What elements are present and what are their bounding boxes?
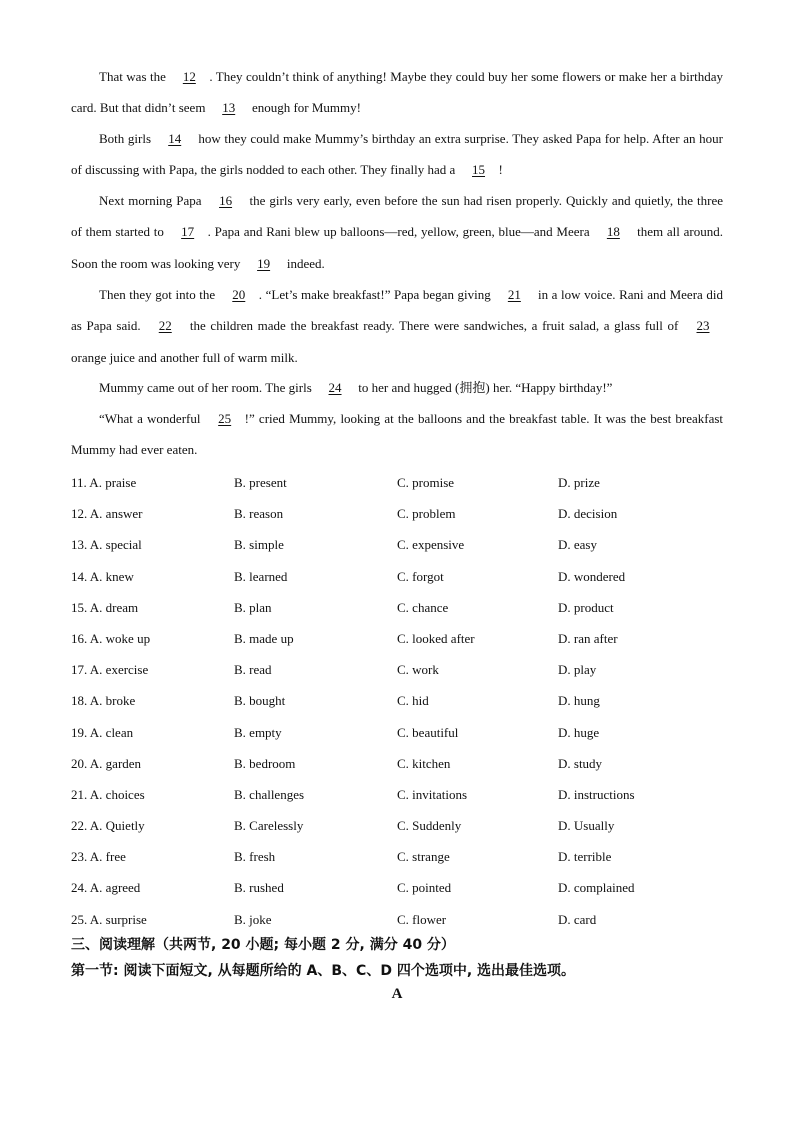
question-row-23	[71, 841, 731, 872]
option-a: 22. A. Quietly	[71, 818, 145, 834]
option-d: D. hung	[558, 693, 600, 709]
option-a: 20. A. garden	[71, 755, 142, 771]
option-b: B. empty	[234, 724, 282, 740]
question-row-20	[71, 748, 731, 779]
option-c: C. hid	[397, 693, 429, 709]
question-row-25	[71, 904, 731, 935]
option-c: C. invitations	[397, 786, 468, 802]
option-b: B. simple	[234, 537, 284, 553]
option-a: 16. A. woke up	[71, 630, 151, 646]
question-row-16	[71, 623, 731, 654]
option-b: B. joke	[234, 911, 272, 927]
question-row-19	[71, 717, 731, 748]
option-b: B. Carelessly	[234, 818, 304, 834]
option-a: 18. A. broke	[71, 693, 136, 709]
option-a: 21. A. choices	[71, 786, 145, 802]
blank-12: 12	[182, 69, 196, 84]
option-c: C. chance	[397, 599, 449, 615]
blank-23: 23	[696, 318, 710, 334]
question-row-18	[71, 685, 731, 716]
question-row-24	[71, 872, 731, 903]
option-d: D. decision	[558, 506, 618, 522]
option-a: 11. A. praise	[71, 475, 137, 490]
option-b: B. bedroom	[234, 755, 296, 771]
option-c: C. beautiful	[397, 724, 459, 740]
blank-17: 17	[181, 224, 195, 240]
option-c: C. forgot	[397, 568, 444, 584]
option-b: B. rushed	[234, 880, 284, 896]
option-d: D. complained	[558, 880, 635, 896]
option-b: B. plan	[234, 599, 272, 615]
option-d: D. huge	[558, 724, 600, 740]
blank-21: 21	[507, 287, 521, 302]
option-d: D. prize	[558, 475, 600, 490]
passage-paragraph-3: Next morning Papa 16 the girls very early, even before the sun had risen properly. Quickly and quietly, the three of them started to 17 . Papa and Rani blew up balloons—red, yellow, green, blue—and Meera 18 them all around. Soon the room was looking very 19 indeed.	[71, 185, 723, 279]
option-c: C. looked after	[397, 630, 475, 646]
option-b: B. made up	[234, 630, 294, 646]
passage-label: A	[391, 986, 403, 1002]
passage-paragraph-1: That was the 12 . They couldn’t think of anything! Maybe they could buy her some flowers or make her a birthday card. But that didn’t seem 13 enough for Mummy!	[71, 61, 723, 124]
option-b: B. bought	[234, 693, 286, 709]
blank-25: 25	[218, 411, 232, 426]
option-d: D. ran after	[558, 630, 618, 646]
option-b: B. read	[234, 662, 272, 678]
option-d: D. easy	[558, 537, 597, 553]
option-d: D. instructions	[558, 786, 635, 802]
option-d: D. study	[558, 755, 603, 771]
option-c: C. Suddenly	[397, 818, 462, 834]
option-c: C. expensive	[397, 537, 465, 553]
option-c: C. kitchen	[397, 755, 451, 771]
option-c: C. promise	[397, 475, 455, 490]
option-a: 17. A. exercise	[71, 662, 149, 678]
option-a: 15. A. dream	[71, 599, 139, 615]
passage-paragraph-2: Both girls 14 how they could make Mummy’s birthday an extra surprise. They asked Papa for help. After an hour of discussing with Papa, the girls nodded to each other. They finally had a 15 !	[71, 123, 723, 186]
blank-18: 18	[606, 224, 620, 240]
option-a: 25. A. surprise	[71, 911, 147, 927]
option-d: D. product	[558, 599, 614, 615]
option-a: 14. A. knew	[71, 568, 134, 584]
option-b: B. reason	[234, 506, 284, 522]
blank-22: 22	[158, 318, 172, 334]
passage-paragraph-5: Mummy came out of her room. The girls 24 to her and hugged (拥抱) her. “Happy birthday!”	[71, 372, 723, 403]
option-a: 12. A. answer	[71, 506, 143, 522]
option-d: D. play	[558, 662, 597, 678]
option-b: B. present	[234, 475, 287, 490]
question-row-22	[71, 810, 731, 841]
option-c: C. problem	[397, 506, 456, 522]
option-d: D. wondered	[558, 568, 626, 584]
blank-13: 13	[222, 100, 236, 116]
option-c: C. work	[397, 662, 439, 678]
question-row-11	[71, 467, 731, 498]
option-d: D. terrible	[558, 849, 612, 865]
option-d: D. card	[558, 911, 597, 927]
option-c: C. pointed	[397, 880, 452, 896]
option-c: C. strange	[397, 849, 450, 865]
blank-15: 15	[472, 162, 486, 178]
question-row-12	[71, 498, 731, 529]
blank-19: 19	[257, 255, 271, 271]
answer-options	[71, 467, 731, 935]
option-b: B. learned	[234, 568, 288, 584]
section-heading: 三、阅读理解（共两节, 20 小题; 每小题 2 分, 满分 40 分）	[71, 937, 455, 953]
blank-16: 16	[219, 193, 233, 208]
blank-24: 24	[328, 380, 342, 395]
option-b: B. challenges	[234, 786, 305, 802]
option-d: D. Usually	[558, 818, 615, 834]
passage-paragraph-6: “What a wonderful 25 !” cried Mummy, looking at the balloons and the breakfast table. It was the best breakfast Mummy had ever eaten.	[71, 403, 723, 466]
option-a: 13. A. special	[71, 537, 142, 553]
option-a: 23. A. free	[71, 849, 126, 865]
blank-14: 14	[168, 131, 182, 146]
question-row-21	[71, 779, 731, 810]
question-row-17	[71, 654, 731, 685]
blank-20: 20	[232, 287, 246, 302]
passage-paragraph-4: Then they got into the 20 . “Let’s make breakfast!” Papa began giving 21 in a low voice. Rani and Meera did as Papa said. 22 the children made the breakfast ready. There were sandwiches, a fruit salad, a glass full of 23 orange juice and another full of warm milk.	[71, 279, 723, 373]
option-b: B. fresh	[234, 849, 276, 865]
option-a: 19. A. clean	[71, 724, 134, 740]
question-row-15	[71, 592, 731, 623]
option-a: 24. A. agreed	[71, 880, 141, 896]
section-instruction: 第一节: 阅读下面短文, 从每题所给的 A、B、C、D 四个选项中, 选出最佳选项。	[71, 963, 576, 979]
question-row-14	[71, 561, 731, 592]
question-row-13	[71, 529, 731, 560]
option-c: C. flower	[397, 911, 447, 927]
